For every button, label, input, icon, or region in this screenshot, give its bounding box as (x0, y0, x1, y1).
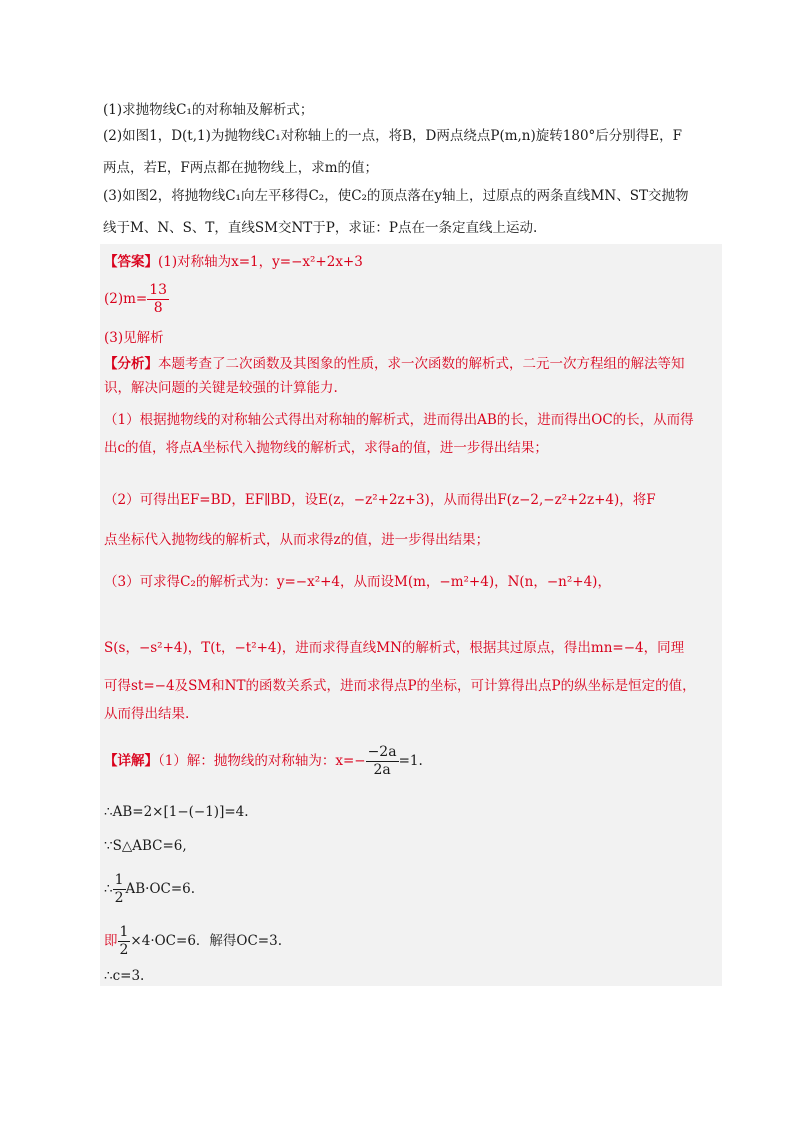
analysis-point-1a: （1）根据抛物线的对称轴公式得出对称轴的解析式，进而得出AB的长，进而得出OC的长，从而得 (104, 412, 694, 428)
answer-line-1 (104, 252, 720, 272)
answer-part-1: (1)对称轴为x=1，y=−x²+2x+3 (158, 254, 363, 270)
axis-fraction (366, 744, 399, 779)
detail-4-prefix: ∴ (104, 881, 113, 897)
analysis-point-3b: S(s，−s²+4)，T(t，−t²+4)，进而求得直线MN的解析式，根据其过原点，得出mn=−4，同理 (104, 640, 685, 656)
fraction-numerator: 13 (149, 282, 168, 298)
fraction-denominator: 2 (114, 890, 124, 906)
fraction-denominator: 8 (153, 300, 163, 316)
detail-tag: 【详解】 (104, 753, 158, 769)
solution-box (100, 244, 722, 986)
detail-line-5 (104, 924, 720, 959)
answer-line-2 (104, 282, 720, 317)
question-part-3-line-1: (3)如图2，将抛物线C₁向左平移得C₂，使C₂的顶点落在y轴上，过原点的两条直线MN、ST交抛物 (103, 188, 689, 204)
analysis-point-2a: （2）可得出EF=BD，EF∥BD，设E(z，−z²+2z+3)，从而得出F(z−2,−z²+2z+4)，将F (104, 492, 656, 508)
analysis-text-2: 识，解决问题的关键是较强的计算能力. (104, 380, 338, 396)
answer-tag: 【答案】 (104, 254, 158, 270)
detail-5-prefix: 即 (104, 933, 118, 949)
fraction-numerator: 1 (119, 924, 129, 940)
fraction-numerator: −2a (367, 744, 397, 760)
fraction-denominator: 2a (373, 762, 391, 778)
half-fraction (113, 872, 126, 907)
answer-part-3: (3)见解析 (104, 330, 164, 346)
detail-line-2: ∴AB=2×[1−(−1)]=4. (104, 804, 249, 820)
fraction-numerator: 1 (114, 872, 124, 888)
analysis-text-1: 本题考查了二次函数及其图象的性质，求一次函数的解析式，二元一次方程组的解法等知 (158, 356, 685, 372)
analysis-point-3c: 可得st=−4及SM和NT的函数关系式，进而求得点P的坐标，可计算得出点P的纵坐标是恒定的值， (104, 678, 696, 694)
analysis-tag: 【分析】 (104, 356, 158, 372)
answer-part-2-prefix: (2)m= (104, 291, 148, 307)
detail-4-suffix: AB·OC=6. (125, 881, 196, 897)
detail-line-1 (104, 744, 720, 779)
question-part-3-line-2: 线于M、N、S、T，直线SM交NT于P，求证：P点在一条定直线上运动. (103, 220, 538, 236)
analysis-point-2b: 点坐标代入抛物线的解析式，从而求得z的值，进一步得出结果； (104, 532, 490, 548)
answer-m-fraction (147, 282, 169, 317)
detail-line-6: ∴c=3. (104, 968, 145, 984)
question-part-1: (1)求抛物线C₁的对称轴及解析式； (103, 102, 314, 118)
detail-1-suffix: =1. (398, 753, 423, 769)
analysis-line-1 (104, 354, 720, 374)
analysis-point-3d: 从而得出结果. (104, 706, 190, 722)
detail-line-4 (104, 872, 720, 907)
analysis-point-3a: （3）可求得C₂的解析式为：y=−x²+4，从而设M(m，−m²+4)，N(n，−n²+4)， (104, 574, 611, 590)
analysis-point-1b: 出c的值，将点A坐标代入抛物线的解析式，求得a的值，进一步得出结果； (104, 440, 548, 456)
half-fraction (118, 924, 131, 959)
question-part-2-line-1: (2)如图1，D(t,1)为抛物线C₁对称轴上的一点，将B，D两点绕点P(m,n)旋转180°后分别得E，F (103, 128, 683, 144)
detail-line-3: ∵S△ABC=6, (104, 838, 187, 854)
fraction-denominator: 2 (119, 942, 129, 958)
detail-5-suffix: ×4·OC=6．解得OC=3. (130, 933, 283, 949)
detail-1-prefix: （1）解：抛物线的对称轴为：x=− (158, 753, 366, 769)
question-part-2-line-2: 两点，若E，F两点都在抛物线上，求m的值； (103, 160, 379, 176)
